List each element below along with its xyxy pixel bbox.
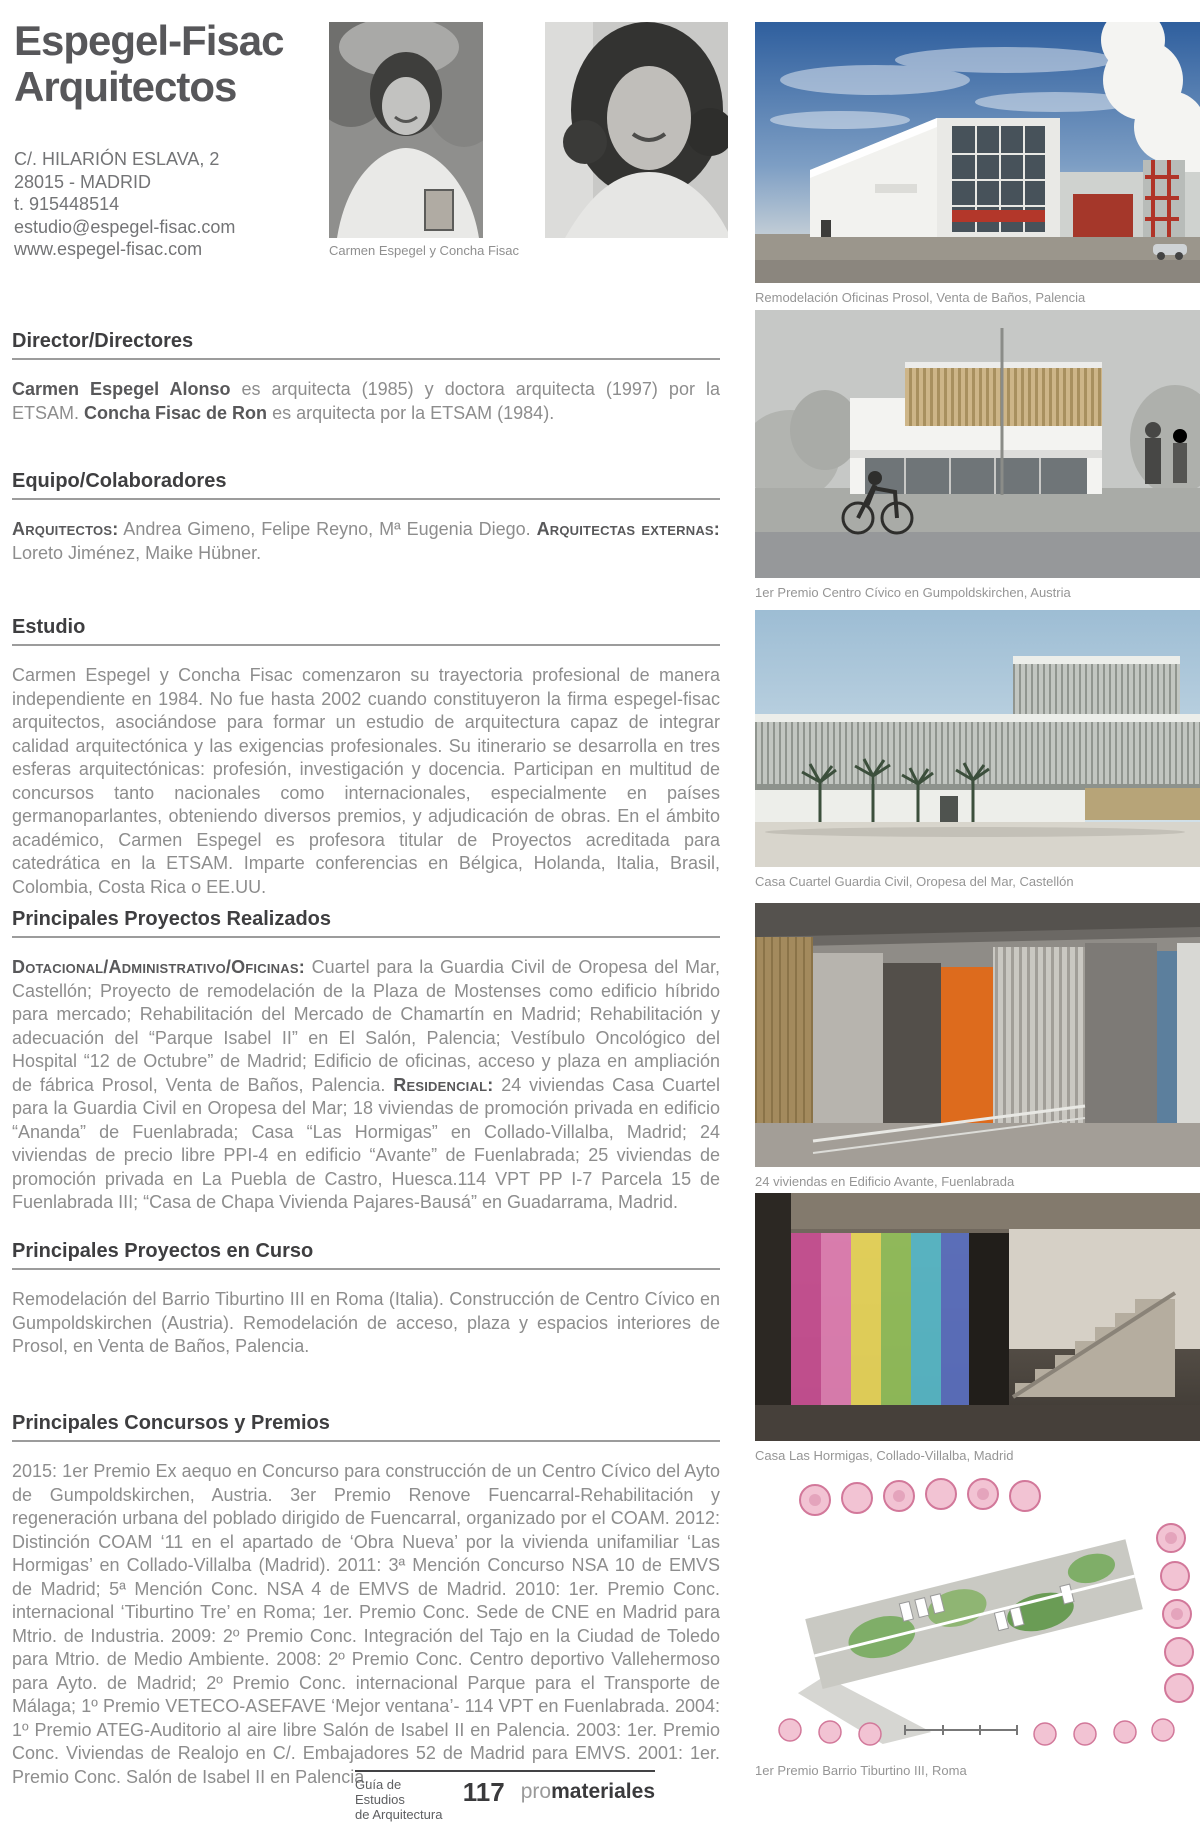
section-built-projects-body bbox=[12, 956, 720, 1215]
studio-masthead bbox=[14, 18, 283, 110]
photo-gumpoldskirchen bbox=[755, 310, 1200, 600]
team-label-architects: Arquitectos: bbox=[12, 519, 119, 539]
photo-prosol-offices-image bbox=[755, 22, 1200, 283]
photo-casa-las-hormigas-image bbox=[755, 1193, 1200, 1441]
photo-casa-las-hormigas-caption: Casa Las Hormigas, Collado-Villalba, Madrid bbox=[755, 1448, 1014, 1463]
built-text-residencial: 24 viviendas Casa Cuartel para la Guardia Civil en Oropesa del Mar; 18 viviendas de promoción privada en edificio “Ananda” de Fuenlabrada; Casa “Las Hormigas” en Collado-Villalba, Madrid; 24 viviendas de precio libre PPI-4 en edificio “Avante” de Fuenlabrada; 25 viviendas de promoción privada en La Puebla de Castro, Huesca.114 VPT PP I-7 Parcela 15 de Fuenlabrada III; “Casa de Chapa Vivienda Pajares-Bausá” en Guadarrama, Madrid. bbox=[12, 1074, 720, 1212]
team-text-architects: Andrea Gimeno, Felipe Reyno, Mª Eugenia Diego. bbox=[118, 519, 537, 539]
publisher-logo bbox=[521, 1778, 655, 1806]
photo-edificio-avante bbox=[755, 903, 1200, 1189]
photo-prosol-offices bbox=[755, 22, 1200, 305]
section-ongoing-projects-heading: Principales Proyectos en Curso bbox=[12, 1240, 720, 1270]
portrait-concha-fisac bbox=[545, 22, 728, 238]
photo-barrio-tiburtino-plan bbox=[755, 1478, 1200, 1778]
section-ongoing-projects-body: Remodelación del Barrio Tiburtino III en Roma (Italia). Construcción de Centro Cívico en Gumpoldskirchen (Austria). Remodelación de acceso, plaza y espacios interiores de Prosol, en Venta de Baños, Palencia. bbox=[12, 1289, 720, 1356]
photo-barrio-tiburtino-plan-caption: 1er Premio Barrio Tiburtino III, Roma bbox=[755, 1763, 967, 1778]
footer-guide-line2: de Arquitectura bbox=[355, 1807, 443, 1822]
postal-city: 28015 - MADRID bbox=[14, 171, 152, 192]
portrait-carmen-image bbox=[329, 22, 483, 238]
publisher-logo-bold: materiales bbox=[551, 1780, 655, 1803]
built-text-dotacional: Cuartel para la Guardia Civil de Oropesa del Mar, Castellón; Proyecto de remodelación de la Plaza de Mostenses como edificio híbrido para mercado; Rehabilitación del Mercado de Chamartín en Madrid; Rehabilitación y adecuación del “Parque Isabel II” en El Salón, Palencia; Vestíbulo Oncológico del Hospital “12 de Octubre” de Madrid; Edificio de oficinas, acceso y plaza en ampliación de fábrica Prosol, Venta de Baños, Palencia. bbox=[12, 957, 720, 1095]
street-address: C/. HILARIÓN ESLAVA, 2 bbox=[14, 149, 220, 169]
section-team-heading: Equipo/Colaboradores bbox=[12, 470, 720, 500]
section-built-projects-heading: Principales Proyectos Realizados bbox=[12, 908, 720, 938]
portraits-caption: Carmen Espegel y Concha Fisac bbox=[329, 243, 520, 258]
photo-edificio-avante-image bbox=[755, 903, 1200, 1167]
footer-guide-label bbox=[355, 1777, 447, 1822]
portrait-carmen-espegel bbox=[329, 22, 483, 238]
section-ongoing-projects bbox=[12, 1240, 720, 1377]
website: www.espegel-fisac.com bbox=[14, 239, 203, 259]
contact-block bbox=[14, 148, 235, 261]
section-awards-heading: Principales Concursos y Premios bbox=[12, 1412, 720, 1442]
photo-edificio-avante-caption: 24 viviendas en Edificio Avante, Fuenlabrada bbox=[755, 1174, 1015, 1189]
photo-gumpoldskirchen-image bbox=[755, 310, 1200, 578]
studio-title-line1: Espegel-Fisac bbox=[14, 17, 284, 64]
tiburtino-site-plan-illustration bbox=[755, 1478, 1200, 1756]
casa-cuartel-illustration bbox=[755, 610, 1200, 867]
phone: t. 915448514 bbox=[14, 194, 120, 214]
photo-casa-cuartel bbox=[755, 610, 1200, 889]
photo-gumpoldskirchen-caption: 1er Premio Centro Cívico en Gumpoldskirchen, Austria bbox=[755, 585, 1071, 600]
section-awards bbox=[12, 1412, 720, 1807]
director-name-1: Carmen Espegel Alonso bbox=[12, 379, 231, 399]
section-directors-body bbox=[12, 378, 720, 425]
director-text-2: es arquitecta por la ETSAM (1984). bbox=[267, 402, 555, 423]
section-team-body bbox=[12, 518, 720, 565]
portrait-concha-image bbox=[545, 22, 728, 238]
page-footer bbox=[355, 1770, 655, 1822]
section-directors-heading: Director/Directores bbox=[12, 330, 720, 360]
photo-casa-cuartel-caption: Casa Cuartel Guardia Civil, Oropesa del Mar, Castellón bbox=[755, 874, 1074, 889]
prosol-building-illustration bbox=[755, 22, 1200, 283]
photo-prosol-offices-caption: Remodelación Oficinas Prosol, Venta de Baños, Palencia bbox=[755, 290, 1086, 305]
photo-barrio-tiburtino-plan-image bbox=[755, 1478, 1200, 1756]
gumpoldskirchen-render-illustration bbox=[755, 310, 1200, 578]
team-label-external: Arquitectas externas: bbox=[536, 519, 720, 539]
director-name-2: Concha Fisac de Ron bbox=[84, 402, 268, 423]
email: estudio@espegel-fisac.com bbox=[14, 216, 236, 237]
studio-title-line2: Arquitectos bbox=[14, 63, 237, 110]
section-studio-body: Carmen Espegel y Concha Fisac comenzaron su trayectoria profesional de manera independiente en 1984. No fue hasta 2002 cuando constituyeron la firma espegel-fisac arquitectos, asociándose para formar un estudio de arquitectura capaz de integrar calidad arquitectónica y las exigencias profesionales. Su itinerario se desarrolla en tres esferas arquitectónicas: profesión, investigación y docencia. Participan en multitud de concursos tanto nacionales como internacionales, especialmente en países germanoparlantes, obteniendo diversos premios, y adjudicación de obras. En el ámbito académico, Carmen Espegel es profesora titular de Proyectos acreditada para catedrática en la ETSAM. Imparte conferencias en Bélgica, Holanda, Italia, Brasil, Colombia, Costa Rica o EE.UU. bbox=[12, 665, 720, 897]
photo-casa-cuartel-image bbox=[755, 610, 1200, 867]
section-team bbox=[12, 470, 720, 583]
page-number: 117 bbox=[462, 1777, 505, 1807]
built-label-dotacional: Dotacional/Administrativo/Oficinas: bbox=[12, 957, 305, 977]
section-studio bbox=[12, 616, 720, 917]
director-text-1: es arquitecta (1985) y doctora arquitecta (1997) por la ETSAM. bbox=[12, 379, 720, 423]
section-awards-body: 2015: 1er Premio Ex aequo en Concurso para construcción de un Centro Cívico del Ayto de Gumpoldskirchen, Austria. 3er Premio Renove Fuencarral-Rehabilitación y regeneración urbana del poblado dirigido de Fuencarral, organizado por el COAM. 2012: Distinción COAM ‘11 en el apartado de ‘Obra Nueva’ por la vivienda unifamiliar ‘Las Hormigas’ en Collado-Villalba (Madrid). 2011: 3ª Mención Concurso NSA 10 de EMVS de Madrid; 5ª Mención Conc. NSA 4 de EMVS de Madrid. 2010: 1er. Premio Conc. internacional ‘Tiburtino Tre’ en Roma; 1er. Premio Conc. Sede de CNE en Madrid para Mtrio. de Industria. 2009: 2º Premio Conc. Integración del Tajo en la Ciudad de Toledo para Mtrio. de Medio Ambiente. 2008: 2º Premio Conc. Centro deportivo Vallehermoso para Ayto. de Madrid; 2º Premio Conc. internacional Parque para el Transporte de Málaga; 1º Premio VETECO-ASEFAVE ‘Mejor ventana’- 114 VPT en Fuenlabrada. 2004: 1º Premio ATEG-Auditorio al aire libre Salón de Isabel II en Palencia. 2003: 1er. Premio Conc. Viviendas de Realojo en C/. Embajadores 52 de Madrid para EMVS. 2001: 1er. Premio Conc. Salón de Isabel II en Palencia. bbox=[12, 1461, 720, 1787]
section-studio-heading: Estudio bbox=[12, 616, 720, 646]
section-built-projects bbox=[12, 908, 720, 1233]
section-directors bbox=[12, 330, 720, 443]
publisher-logo-light: pro bbox=[520, 1780, 552, 1803]
photo-casa-las-hormigas bbox=[755, 1193, 1200, 1463]
avante-courtyard-illustration bbox=[755, 903, 1200, 1167]
team-text-external: Loreto Jiménez, Maike Hübner. bbox=[12, 542, 262, 563]
hormigas-interior-illustration bbox=[755, 1193, 1200, 1441]
footer-guide-line1: Guía de Estudios bbox=[355, 1777, 405, 1807]
built-label-residencial: Residencial: bbox=[393, 1074, 494, 1095]
